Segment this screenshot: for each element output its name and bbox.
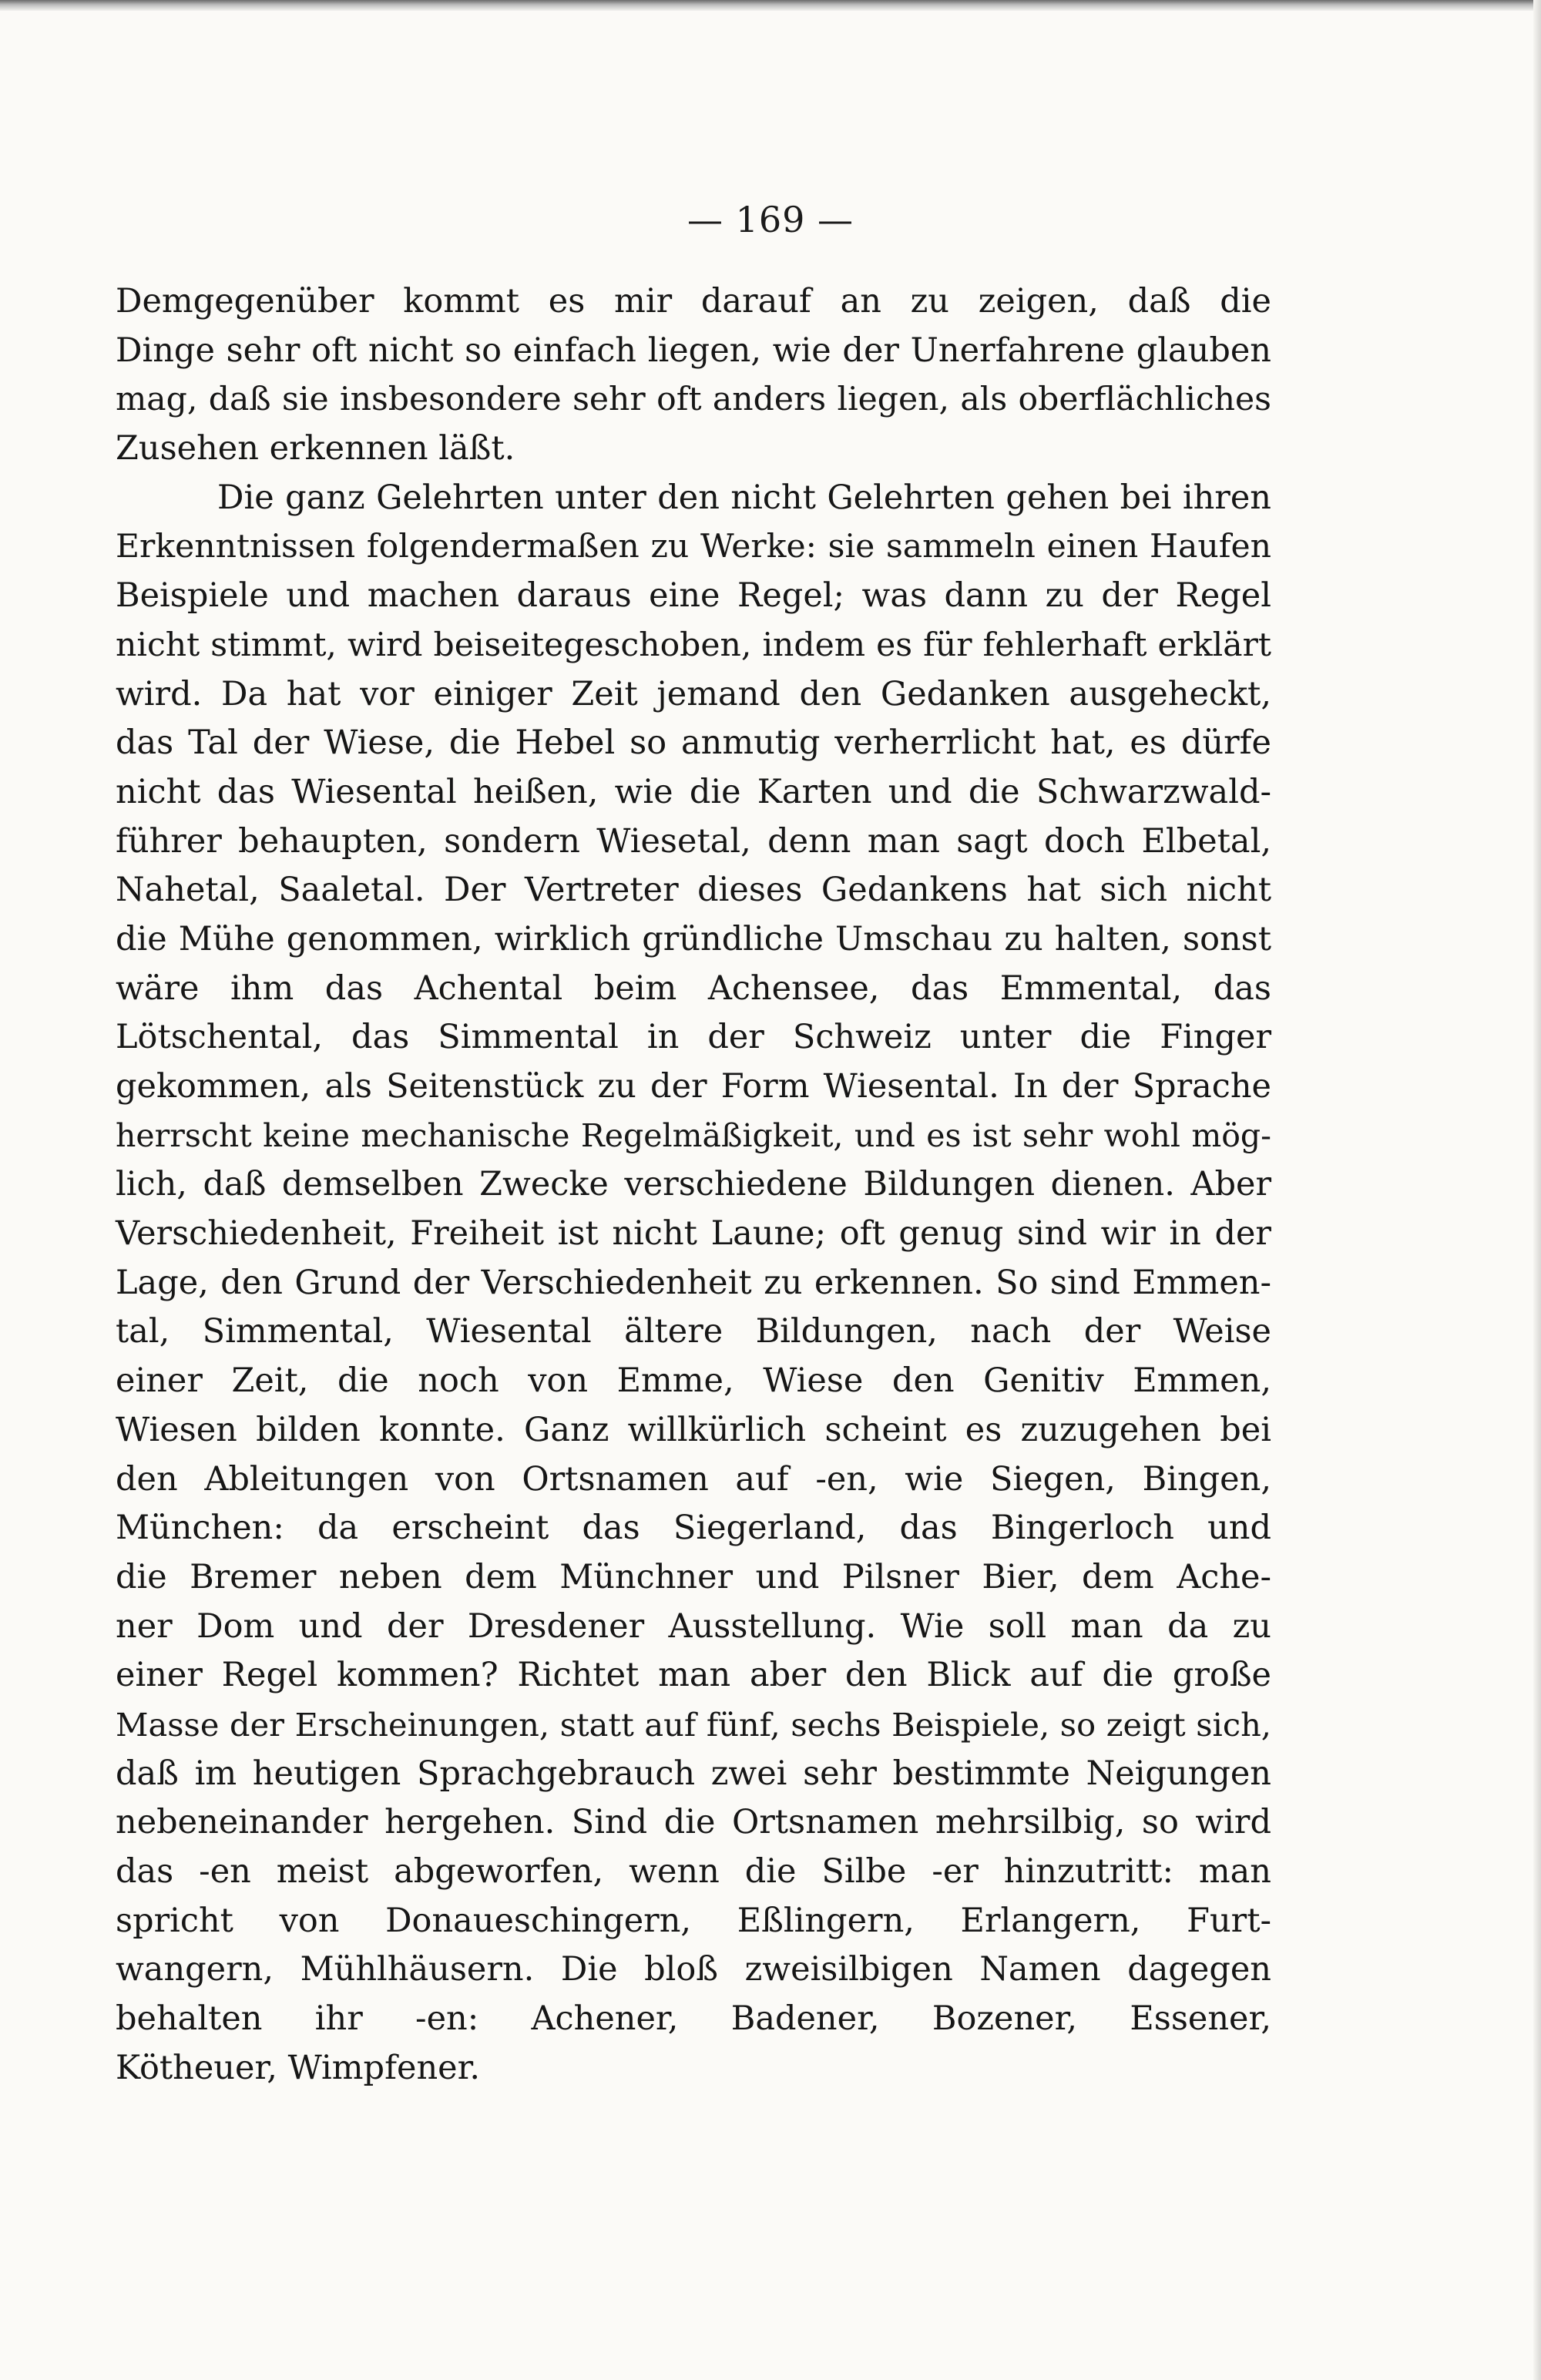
text-line: gekommen, als Seitenstück zu der Form Wiesental. In der Sprache: [116, 1067, 1271, 1106]
text-line: Die ganz Gelehrten unter den nicht Gelehrten gehen bei ihren: [217, 478, 1271, 517]
text-line: Masse der Erscheinungen, statt auf fünf, sechs Beispiele, so zeigt sich,: [116, 1705, 1271, 1744]
scan-right-edge: [1533, 0, 1541, 2380]
text-line: nicht das Wiesental heißen, wie die Karten und die Schwarzwald-: [116, 772, 1271, 811]
text-line: nebeneinander hergehen. Sind die Ortsnamen mehrsilbig, so wird: [116, 1803, 1271, 1842]
text-line: mag, daß sie insbesondere sehr oft anders liegen, als oberflächliches: [116, 381, 1271, 419]
text-line: lich, daß demselben Zwecke verschiedene Bildungen dienen. Aber: [116, 1165, 1271, 1204]
text-line: wäre ihm das Achental beim Achensee, das Emmental, das: [116, 968, 1271, 1008]
text-line: ner Dom und der Dresdener Ausstellung. Wie soll man da zu: [116, 1606, 1271, 1646]
text-line: Lage, den Grund der Verschiedenheit zu erkennen. So sind Emmen-: [116, 1263, 1271, 1302]
text-line: Erkenntnissen folgendermaßen zu Werke: sie sammeln einen Haufen: [116, 528, 1271, 566]
text-line: Lötschental, das Simmental in der Schweiz unter die Finger: [116, 1018, 1271, 1057]
text-line: nicht stimmt, wird beiseitegeschoben, indem es für fehlerhaft erklärt: [116, 626, 1271, 664]
text-line: Nahetal, Saaletal. Der Vertreter dieses Gedankens hat sich nicht: [116, 871, 1271, 910]
text-line: Verschiedenheit, Freiheit ist nicht Laune; oft genug sind wir in der: [116, 1214, 1271, 1254]
text-line: das Tal der Wiese, die Hebel so anmutig verherrlicht hat, es dürfe: [116, 723, 1271, 763]
text-line: behalten ihr -en: Achener, Badener, Bozener, Essener,: [116, 1999, 1271, 2039]
text-line: wangern, Mühlhäusern. Die bloß zweisilbigen Namen dagegen: [116, 1950, 1271, 1989]
text-line: einer Regel kommen? Richtet man aber den Blick auf die große: [116, 1656, 1271, 1695]
paragraph: [116, 277, 1271, 474]
text-line: die Mühe genommen, wirklich gründliche Umschau zu halten, sonst: [116, 919, 1271, 958]
text-line: München: da erscheint das Siegerland, das Bingerloch und: [116, 1509, 1271, 1548]
text-line: die Bremer neben dem Münchner und Pilsner Bier, dem Ache-: [116, 1557, 1271, 1596]
text-line: Demgegenüber kommt es mir darauf an zu zeigen, daß die: [116, 282, 1271, 321]
text-line: wird. Da hat vor einiger Zeit jemand den Gedanken ausgeheckt,: [116, 674, 1271, 713]
text-line: führer behaupten, sondern Wiesetal, denn man sagt doch Elbetal,: [116, 821, 1271, 861]
text-line: Dinge sehr oft nicht so einfach liegen, wie der Unerfahrene glauben: [116, 331, 1271, 370]
text-line: Wiesen bilden konnte. Ganz willkürlich scheint es zuzugehen bei: [116, 1410, 1271, 1449]
text-line: einer Zeit, die noch von Emme, Wiese den Genitiv Emmen,: [116, 1361, 1271, 1401]
text-line: Zusehen erkennen läßt.: [116, 429, 515, 468]
text-line: das -en meist abgeworfen, wenn die Silbe -er hinzutritt: man: [116, 1852, 1271, 1891]
text-line: den Ableitungen von Ortsnamen auf -en, wie Siegen, Bingen,: [116, 1459, 1271, 1499]
body-text: [116, 277, 1271, 2093]
text-line: Kötheuer, Wimpfener.: [116, 2048, 481, 2087]
scan-top-edge: [0, 0, 1541, 11]
page-number: — 169 —: [687, 199, 854, 240]
text-line: tal, Simmental, Wiesental ältere Bildungen, nach der Weise: [116, 1312, 1271, 1351]
text-line: Beispiele und machen daraus eine Regel; was dann zu der Regel: [116, 576, 1271, 616]
paragraph: [116, 474, 1271, 2093]
text-line: herrscht keine mechanische Regelmäßigkeit, und es ist sehr wohl mög-: [116, 1116, 1271, 1154]
text-line: spricht von Donaueschingern, Eßlingern, Erlangern, Furt-: [116, 1901, 1271, 1940]
text-line: daß im heutigen Sprachgebrauch zwei sehr bestimmte Neigungen: [116, 1754, 1271, 1793]
